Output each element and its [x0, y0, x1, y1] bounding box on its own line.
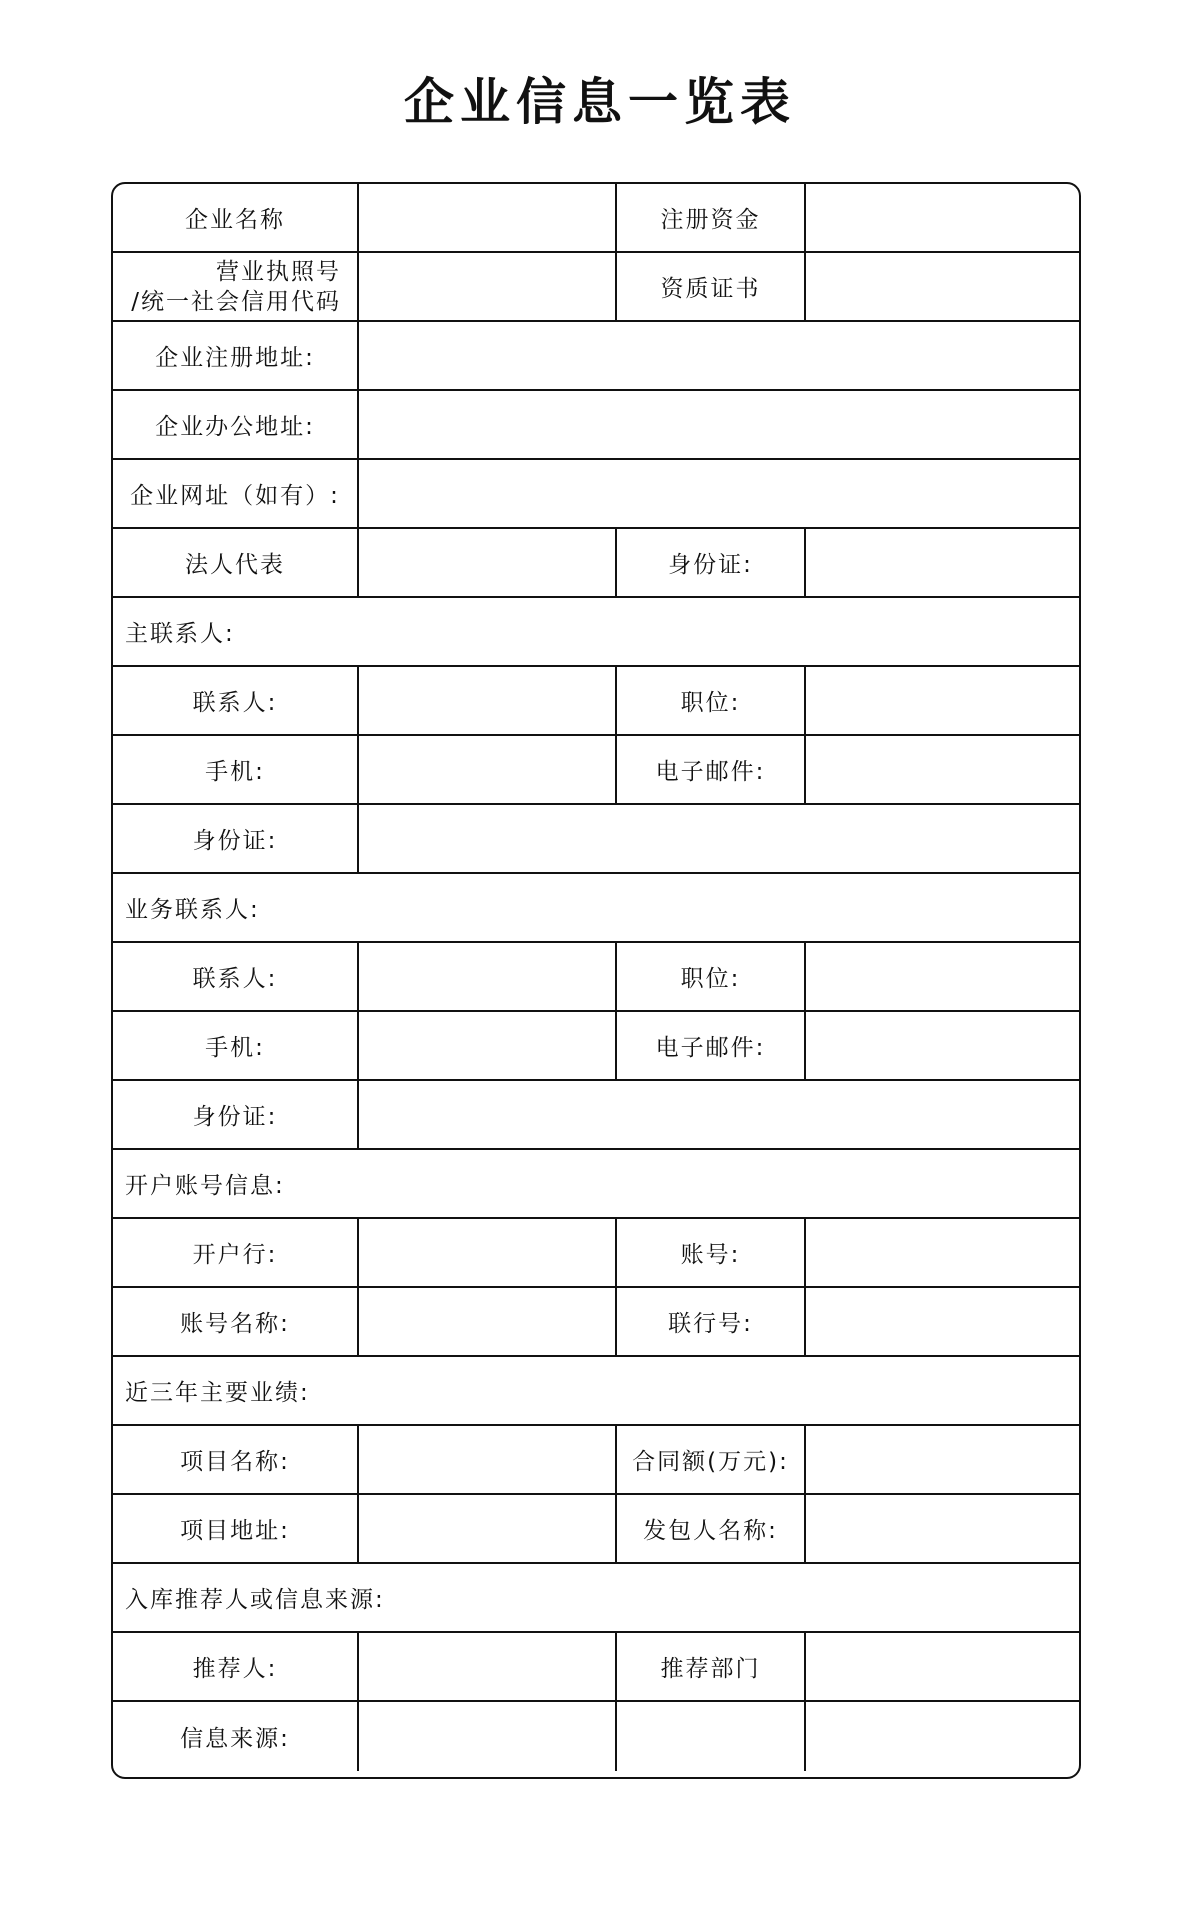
field-label: 推荐部门	[617, 1633, 806, 1700]
field-label: 开户行:	[113, 1219, 359, 1286]
form-row	[113, 736, 1079, 805]
form-row	[113, 1357, 1079, 1426]
field-label: 职位:	[617, 943, 806, 1010]
form-row	[113, 874, 1079, 943]
section-heading: 业务联系人:	[125, 897, 260, 923]
field-label: 账号名称:	[113, 1288, 359, 1355]
field-label: 企业名称	[113, 184, 359, 251]
field-label: 联行号:	[617, 1288, 806, 1355]
field-label: 项目地址:	[113, 1495, 359, 1562]
field-input[interactable]	[806, 667, 1079, 734]
form-row	[113, 1081, 1079, 1150]
page-title: 企业信息一览表	[404, 73, 796, 131]
form-row	[113, 943, 1079, 1012]
field-label: 身份证:	[113, 805, 359, 872]
field-input[interactable]	[806, 736, 1079, 803]
field-label: 电子邮件:	[617, 736, 806, 803]
form-row	[113, 529, 1079, 598]
field-label: 手机:	[113, 736, 359, 803]
field-input[interactable]	[806, 1426, 1079, 1493]
field-label: 电子邮件:	[617, 1012, 806, 1079]
section-heading: 入库推荐人或信息来源:	[125, 1587, 385, 1613]
field-label: 联系人:	[113, 667, 359, 734]
field-input[interactable]	[359, 1012, 617, 1079]
field-input[interactable]	[359, 667, 617, 734]
field-label	[113, 253, 359, 320]
form-row	[113, 184, 1079, 253]
field-label-line: 营业执照号	[216, 258, 341, 285]
field-input[interactable]	[359, 1633, 617, 1700]
section-heading: 主联系人:	[125, 621, 235, 647]
field-input[interactable]	[359, 460, 1079, 527]
field-label: 企业办公地址:	[113, 391, 359, 458]
field-label: 手机:	[113, 1012, 359, 1079]
field-input[interactable]	[359, 1288, 617, 1355]
form-row	[113, 1495, 1079, 1564]
field-input[interactable]	[806, 943, 1079, 1010]
field-input[interactable]	[806, 1219, 1079, 1286]
field-input[interactable]	[359, 184, 617, 251]
field-label: 合同额(万元):	[617, 1426, 806, 1493]
form-row	[113, 1633, 1079, 1702]
form-row	[113, 1288, 1079, 1357]
field-label: 联系人:	[113, 943, 359, 1010]
field-input[interactable]	[359, 1426, 617, 1493]
field-label: 法人代表	[113, 529, 359, 596]
field-input[interactable]	[806, 529, 1079, 596]
form-row	[113, 1426, 1079, 1495]
section-heading: 近三年主要业绩:	[125, 1380, 310, 1406]
field-input[interactable]	[359, 253, 617, 320]
field-input[interactable]	[806, 1633, 1079, 1700]
field-label: 资质证书	[617, 253, 806, 320]
form-row	[113, 391, 1079, 460]
field-input[interactable]	[359, 1081, 1079, 1148]
field-label: 身份证:	[113, 1081, 359, 1148]
field-input[interactable]	[806, 1288, 1079, 1355]
field-label-line: /统一社会信用代码	[131, 288, 341, 315]
form-row	[113, 460, 1079, 529]
field-input[interactable]	[806, 1495, 1079, 1562]
field-input[interactable]	[359, 943, 617, 1010]
field-input[interactable]	[359, 805, 1079, 872]
form-row	[113, 1219, 1079, 1288]
field-input[interactable]	[806, 184, 1079, 251]
field-label: 账号:	[617, 1219, 806, 1286]
form-row	[113, 1012, 1079, 1081]
section-heading: 开户账号信息:	[125, 1173, 285, 1199]
field-input[interactable]	[359, 322, 1079, 389]
form-row	[113, 322, 1079, 391]
field-input[interactable]	[806, 1702, 1079, 1771]
field-input[interactable]	[806, 253, 1079, 320]
field-input[interactable]	[359, 529, 617, 596]
field-label: 身份证:	[617, 529, 806, 596]
field-label: 项目名称:	[113, 1426, 359, 1493]
field-input[interactable]	[806, 1012, 1079, 1079]
field-label: 发包人名称:	[617, 1495, 806, 1562]
enterprise-info-form	[111, 182, 1081, 1779]
field-label: 企业注册地址:	[113, 322, 359, 389]
field-label: 职位:	[617, 667, 806, 734]
form-row	[113, 667, 1079, 736]
field-label: 推荐人:	[113, 1633, 359, 1700]
form-row	[113, 805, 1079, 874]
field-label	[617, 1702, 806, 1771]
form-row	[113, 1702, 1079, 1771]
field-input[interactable]	[359, 1702, 617, 1771]
form-row	[113, 1150, 1079, 1219]
field-label: 企业网址（如有）:	[113, 460, 359, 527]
field-input[interactable]	[359, 1219, 617, 1286]
field-label: 注册资金	[617, 184, 806, 251]
field-label: 信息来源:	[113, 1702, 359, 1771]
form-row	[113, 1564, 1079, 1633]
field-input[interactable]	[359, 1495, 617, 1562]
field-input[interactable]	[359, 391, 1079, 458]
form-row	[113, 598, 1079, 667]
form-row	[113, 253, 1079, 322]
field-input[interactable]	[359, 736, 617, 803]
